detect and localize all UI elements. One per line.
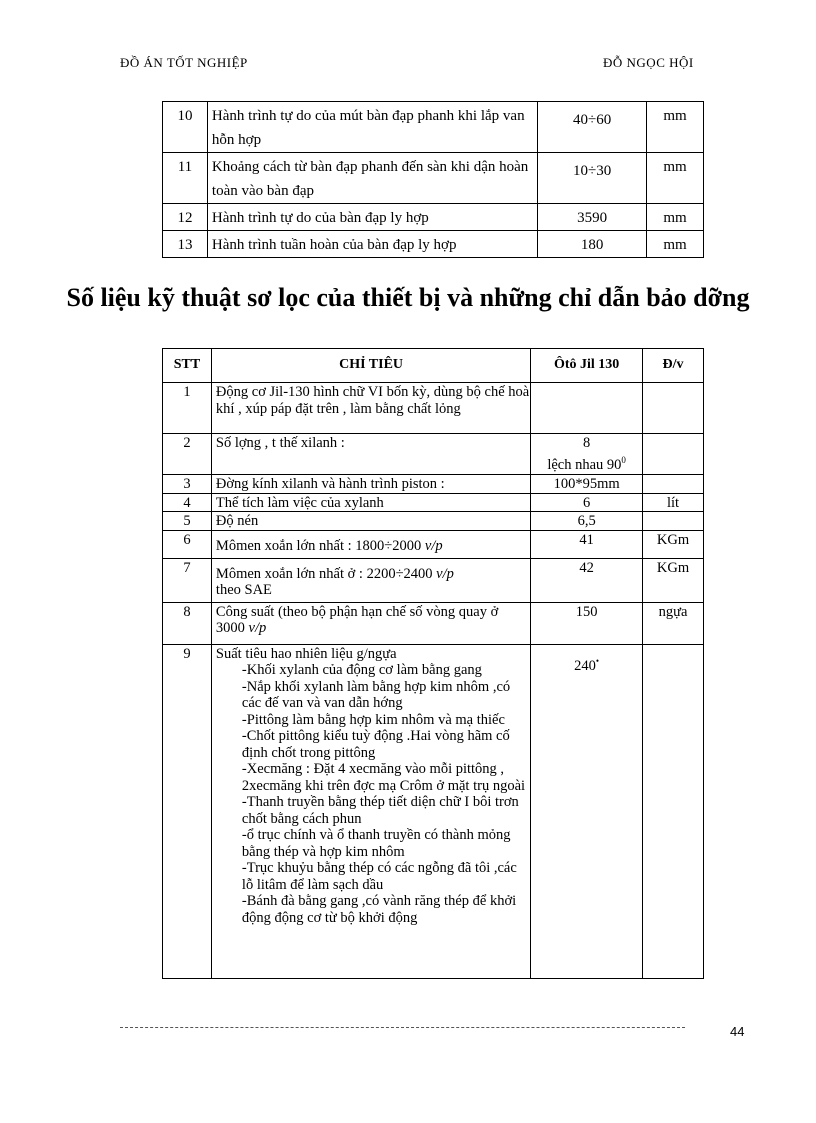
value-text: 240 <box>574 657 596 674</box>
value-cell: 150 <box>531 602 643 644</box>
desc-cell: Khoảng cách từ bàn đạp phanh đến sàn khi dận hoàn toàn vào bàn đạp <box>207 153 537 204</box>
value-cell: 100*95mm <box>531 475 643 494</box>
unit-cell <box>643 512 704 531</box>
sub-item: -Chốt pittông kiểu tuỳ động .Hai vòng hãm cố định chốt trong pittông <box>241 728 510 761</box>
header-criteria: CHỈ TIÊU <box>211 349 530 383</box>
sub-item: -Bánh đà bằng gang ,có vành răng thép để khởi động động cơ từ bộ khởi động <box>241 893 517 926</box>
value-cell: 42 <box>531 558 643 602</box>
sub-item: -Thanh truyền bằng thép tiết diện chữ I bôi trơn chốt bằng cách phun <box>241 794 519 827</box>
sub-item: -ổ trục chính và ổ thanh truyền có thành mỏng bằng thép và hợp kim nhôm <box>241 827 511 860</box>
unit-cell: mm <box>647 153 704 204</box>
desc-text: Suất tiêu hao nhiên liệu g/ngựa <box>215 645 397 662</box>
desc-line <box>216 566 530 583</box>
unit-cell: mm <box>647 204 704 231</box>
value-count: 8 <box>583 435 591 451</box>
desc-cell: Hành trình tự do của mút bàn đạp phanh khi lắp van hỗn hợp <box>207 102 537 153</box>
value-cell: 3590 <box>538 204 647 231</box>
sub-item: -Trục khuỷu bằng thép có các ngỗng đã tôi ,các lỗ litâm để làm sạch dầu <box>241 860 517 893</box>
value-cell: 40÷60 <box>538 102 647 153</box>
degree-sup: 0 <box>621 454 626 465</box>
stt-cell: 8 <box>163 602 212 644</box>
table-row <box>163 434 704 475</box>
stt-cell: 3 <box>163 475 212 494</box>
value-cell: 6 <box>531 493 643 512</box>
unit-cell: mm <box>647 231 704 258</box>
stt-cell: 11 <box>163 153 208 204</box>
stt-cell: 2 <box>163 434 212 475</box>
unit-cell: lít <box>643 493 704 512</box>
desc-text: Mômen xoắn lớn nhất ở : 2200÷2400 <box>215 565 433 582</box>
header-stt: STT <box>163 349 212 383</box>
desc-cell: Hành trình tuần hoàn của bàn đạp ly hợp <box>207 231 537 258</box>
value-cell: 6,5 <box>531 512 643 531</box>
sub-item: -Xecmăng : Đặt 4 xecmăng vào mỗi pittông , 2xecmăng khi trên đợc mạ Crôm ở mặt trụ ngoài <box>241 761 526 794</box>
unit-cell: ngựa <box>643 602 704 644</box>
stt-cell: 6 <box>163 530 212 558</box>
stt-cell: 10 <box>163 102 208 153</box>
unit-cell: mm <box>647 102 704 153</box>
table-row <box>163 204 704 231</box>
header-unit: Đ/v <box>643 349 704 383</box>
table-row <box>163 153 704 204</box>
stt-cell: 12 <box>163 204 208 231</box>
value-cell <box>531 383 643 434</box>
sub-item: -Nắp khối xylanh làm bằng hợp kim nhôm ,có các đế van và van dẫn hớng <box>241 678 511 711</box>
desc-cell <box>211 558 530 602</box>
unit-cell: KGm <box>643 558 704 602</box>
stt-cell: 9 <box>163 644 212 978</box>
table-row <box>163 493 704 512</box>
desc-cell: Hành trình tự do của bàn đạp ly hợp <box>207 204 537 231</box>
value-offset <box>531 452 642 473</box>
unit-cell: KGm <box>643 530 704 558</box>
stt-cell: 4 <box>163 493 212 512</box>
sub-item: -Khối xylanh của động cơ làm bằng gang <box>241 662 482 678</box>
table-engine-specs <box>162 348 704 979</box>
table-row <box>163 383 704 434</box>
value-offset-text: lệch nhau 90 <box>547 456 622 473</box>
value-cell: 41 <box>531 530 643 558</box>
desc-cell: Số lợng , t thế xilanh : <box>211 434 530 475</box>
desc-text: Công suất (theo bộ phận hạn chế số vòng quay ở 3000 <box>215 603 499 636</box>
page-number: 44 <box>730 1024 745 1039</box>
table-row <box>163 512 704 531</box>
table-row <box>163 231 704 258</box>
desc-text: Mômen xoắn lớn nhất : 1800÷2000 <box>215 537 422 554</box>
rpm-unit: v/p <box>424 537 443 554</box>
value-cell <box>531 434 643 475</box>
unit-cell <box>643 383 704 434</box>
desc-cell <box>211 602 530 644</box>
desc-cell <box>211 644 530 978</box>
stt-cell: 5 <box>163 512 212 531</box>
table-row <box>163 602 704 644</box>
table-row <box>163 475 704 494</box>
unit-cell <box>643 644 704 978</box>
header-value: Ôtô Jil 130 <box>531 349 643 383</box>
stt-cell: 13 <box>163 231 208 258</box>
unit-cell <box>643 475 704 494</box>
sub-item: -Pittông làm bằng hợp kim nhôm và mạ thiếc <box>241 711 505 728</box>
table-row <box>163 530 704 558</box>
table-header-row <box>163 349 704 383</box>
value-cell: 10÷30 <box>538 153 647 204</box>
desc-line-2: theo SAE <box>215 582 272 598</box>
desc-cell: Thể tích làm việc của xylanh <box>211 493 530 512</box>
desc-cell: Độ nén <box>211 512 530 531</box>
table-row <box>163 644 704 978</box>
table-row <box>163 102 704 153</box>
unit-cell <box>643 434 704 475</box>
rpm-unit: v/p <box>248 620 267 636</box>
desc-cell: Đờng kính xilanh và hành trình piston : <box>211 475 530 494</box>
section-title: Số liệu kỹ thuật sơ lọc của thiết bị và những chỉ dẫn bảo dỡng <box>66 283 750 312</box>
value-cell <box>531 644 643 978</box>
table-row <box>163 558 704 602</box>
header-right: ĐỖ NGỌC HỘI <box>603 55 694 70</box>
desc-cell <box>211 530 530 558</box>
table-pedal-specs <box>162 101 704 258</box>
header-left: ĐỒ ÁN TỐT NGHIỆP <box>120 55 248 70</box>
value-sup: • <box>595 655 600 666</box>
desc-cell: Động cơ Jil-130 hình chữ VI bốn kỳ, dùng bộ chế hoà khí , xúp páp đặt trên , làm bằng chất lỏng <box>211 383 530 434</box>
rpm-unit: v/p <box>436 565 454 582</box>
stt-cell: 1 <box>163 383 212 434</box>
footer-divider <box>120 1027 685 1028</box>
stt-cell: 7 <box>163 558 212 602</box>
value-cell: 180 <box>538 231 647 258</box>
